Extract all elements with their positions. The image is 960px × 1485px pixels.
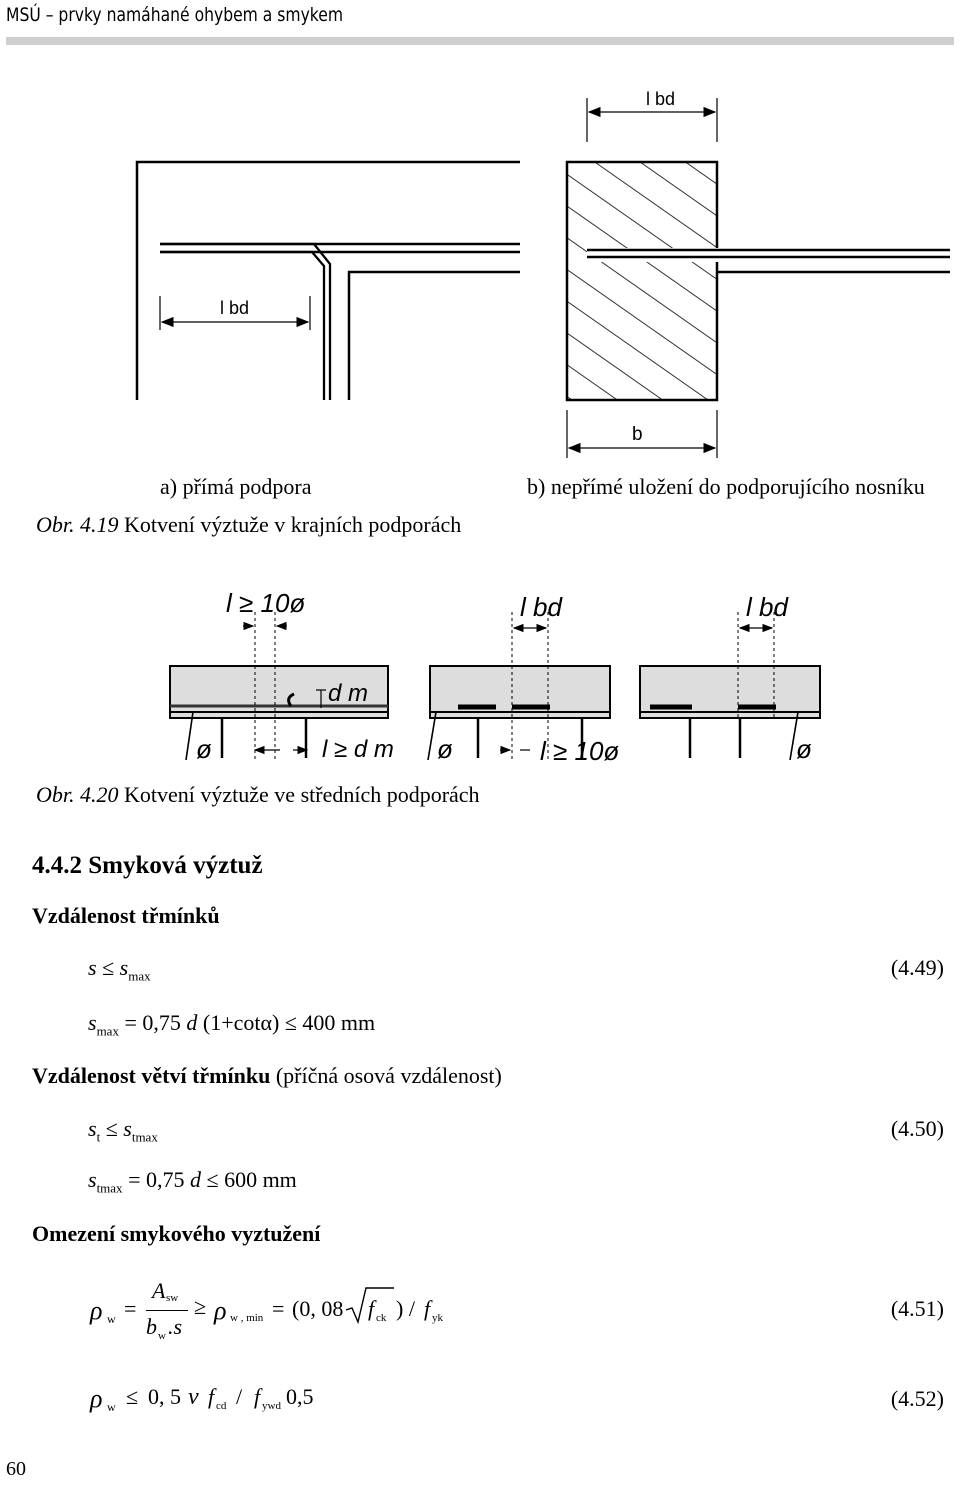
dim-label-lbd-indirect: l bd [646,89,676,109]
eq-limit: 600 mm [224,1167,297,1192]
eq-f: f [254,1384,261,1409]
label-dm: d m [328,680,369,707]
subcaption-b: b) nepřímé uložení do podporujícího nosníku [527,474,925,499]
eq-sub: max [128,968,151,984]
eq-rel: ≤ [105,1116,118,1141]
equation-number-4-51: (4.51) [890,1296,944,1321]
eq-nu: ν [188,1384,199,1410]
eq-coef: = 0,75 [128,1167,185,1192]
panel-3 [640,612,820,760]
eq-cot: (1+cotα) [202,1010,280,1035]
label-l-ge-dm: l ≥ d m [322,736,394,763]
caption-number: Obr. 4.19 [36,512,119,537]
figure-4-20-caption [36,782,480,808]
eq-s: s [123,1116,132,1141]
eq-A: A [152,1278,166,1303]
running-header: MSÚ – prvky namáhané ohybem a smykem [6,4,344,26]
eq-sub: ck [376,1312,387,1324]
eq-sub: ywd [262,1400,281,1412]
eq-sub: w , min [230,1312,264,1324]
eq-value: 0,5 [286,1384,314,1409]
label-l-ge-10phi: l ≥ 10ø [226,588,306,618]
page-number: 60 [6,1458,26,1480]
equation-smax [88,1010,375,1039]
indirect-support-drawing [567,98,950,458]
equation-number-4-49: (4.49) [890,955,944,980]
eq-rho: ρ [90,1296,103,1325]
equation-4-52 [90,1380,350,1420]
eq-rel: ≤ [206,1167,219,1192]
subcaption-a: a) přímá podpora [160,474,312,499]
eq-sub: cd [216,1400,227,1412]
equation-number-4-52: (4.52) [890,1386,944,1411]
eq-s: s [88,955,97,980]
eq-close: ) / [396,1296,415,1321]
equation-4-49 [88,955,151,984]
dim-label-lbd-direct: l bd [220,298,250,318]
section-heading: 4.4.2 Smyková výztuž [32,852,263,879]
eq-sub: t [96,1129,101,1145]
legs-title [32,1063,502,1089]
figure-4-20-drawing [0,585,960,770]
limit-title: Omezení smykového vyztužení [32,1221,321,1246]
eq-sub: w [107,1312,116,1326]
eq-f: f [208,1384,215,1409]
eq-s: s [88,1167,97,1192]
eq-value: 0, 5 [148,1384,181,1409]
eq-sub: w [158,1330,166,1342]
eq-s: s [88,1010,97,1035]
equation-stmax [88,1167,297,1196]
figure-4-19-caption [36,512,461,538]
label-phi-3: ø [796,734,812,764]
figure-4-19-drawing [0,60,960,470]
eq-sub: w [107,1400,116,1414]
label-l-ge-10phi-2: l ≥ 10ø [540,736,620,766]
eq-rho: ρ [90,1384,103,1413]
eq-s: .s [168,1314,183,1339]
eq-s: s [88,1116,97,1141]
caption-text: Kotvení výztuže v krajních podporách [124,512,462,537]
label-lbd-panel-2: l bd [520,592,562,622]
equation-4-51 [90,1276,470,1346]
eq-sub: max [96,1023,119,1039]
eq-d: d [186,1010,198,1035]
legs-title-rest: (příčná osová vzdálenost) [275,1063,502,1088]
eq-f: f [424,1296,431,1321]
eq-b: b [146,1314,157,1339]
eq-equals: = [272,1296,285,1321]
eq-rel: ≥ [194,1294,207,1319]
eq-s: s [119,955,129,980]
eq-sub: tmax [96,1180,123,1196]
eq-rel: ≤ [126,1384,139,1409]
label-phi-1: ø [196,734,212,764]
eq-coef: = 0,75 [124,1010,181,1035]
equation-number-4-50: (4.50) [890,1116,944,1141]
eq-rel: ≤ [102,955,115,980]
eq-slash: / [236,1384,243,1409]
dim-label-b: b [632,424,643,445]
spacing-title: Vzdálenost třmínků [32,903,220,928]
equation-4-50 [88,1116,158,1145]
caption-number: Obr. 4.20 [36,782,119,807]
eq-rel: ≤ [284,1010,297,1035]
direct-support-drawing [137,162,520,400]
eq-rho: ρ [214,1296,227,1325]
eq-sub: tmax [131,1129,158,1145]
fraction-bar [146,1310,188,1311]
header-rule [6,37,954,45]
legs-title-bold: Vzdálenost větví třmínku [32,1063,271,1088]
eq-sub: sw [166,1292,179,1304]
label-phi-2: ø [437,734,453,764]
label-lbd-panel-3: l bd [746,592,788,622]
eq-limit: 400 mm [302,1010,376,1035]
eq-d: d [189,1167,201,1192]
eq-open: (0, 08 [292,1296,344,1321]
eq-sub: yk [432,1312,443,1324]
eq-f: f [368,1296,375,1321]
caption-text: Kotvení výztuže ve středních podporách [124,782,480,807]
eq-equals: = [124,1296,137,1321]
